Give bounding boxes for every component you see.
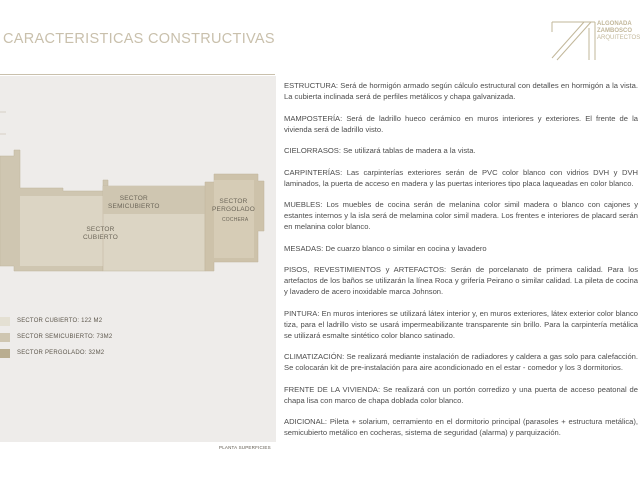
specifications-list [284,80,638,442]
spec-carpinterias: CARPINTERÍAS: Las carpinterías exteriores serán de PVC color blanco con vidrios DVH y DVH laminados, la puerta de acceso en madera y las puertas interiores tipo placa laqueadas en color blanco. [284,167,638,188]
spec-estructura: ESTRUCTURA: Será de hormigón armado según cálculo estructural con detalles en hormigón a la vista. La cubierta inclinada será de perfiles metálicos y chapa galvanizada. [284,81,638,101]
floor-plan-panel [0,76,276,450]
legend-label-semicubierto: SECTOR SEMICUBIERTO: 73M2 [17,334,113,340]
spec-frente: FRENTE DE LA VIVIENDA: Se realizará con un portón corredizo y una puerta de acceso peatonal de chapa lisa con marco de chapa doblada color blanco. [284,384,638,405]
spec-pisos: PISOS, REVESTIMIENTOS y ARTEFACTOS: Serán de porcelanato de primera calidad. Para los artefactos de los baños se utilizarán la línea Roca y grifería Peirano o similar calidad. La pileta de cocina y lavadero de acero inoxidable marca Johnson. [284,265,638,296]
plan-caption: PLANTA SUPERFICIES [219,445,271,450]
spec-muebles: MUEBLES: Los muebles de cocina serán de melanina color simil madera o blanco con cajones y estantes internos y la isla será de melamina color simil madera. Los frentes e interiores de placard serán en melanina color blanco. [284,200,638,231]
logo-line-1: ALGONADA [597,21,632,27]
legend-label-cubierto: SECTOR CUBIERTO: 122 M2 [17,318,103,324]
company-logo [551,20,640,62]
plan-label-cubierto: SECTOR CUBIERTO [83,226,118,241]
spec-pintura: PINTURA: En muros interiores se utilizará látex interior y, en muros exteriores, látex exterior color blanco tiza, para el ladrillo visto se usará impermeabilizante transparente sin brillo. Para la carpintería metálica se utilizará esmalte sintético color blanco satinado. [284,308,638,340]
spec-adicional: ADICIONAL: Pileta + solarium, cerramiento en el dormitorio principal (parasoles + estructura metálica), semicubierto metálico en cocheras, sistema de seguridad (alarma) y parquización. [284,417,638,437]
spec-mesadas: MESADAS: De cuarzo blanco o similar en cocina y lavadero [284,243,487,253]
page-title: CARACTERISTICAS CONSTRUCTIVAS [3,31,275,47]
plan-label-pergolado: SECTOR PERGOLADO [212,198,255,213]
plan-label-semicubierto: SECTOR SEMICUBIERTO [108,195,160,210]
legend-label-pergolado: SECTOR PERGOLADO: 32M2 [17,350,105,356]
header-divider [0,74,275,75]
spec-mamposteria: MAMPOSTERÍA: Será de ladrillo hueco cerámico en muros interiores y exteriores. El frente de la vivienda será de ladrillo visto. [284,113,638,134]
spec-cielorrasos: CIELORRASOS: Se utilizará tablas de madera a la vista. [284,146,476,155]
legend-swatch-semicubierto [0,333,10,342]
logo-mark-icon [551,20,597,62]
plan-label-cochera: COCHERA [222,217,249,223]
spec-climatizacion: CLIMATIZACIÓN: Se realizará mediante instalación de radiadores y caldera a gas solo para calefacción. Se colocarán kit de pre-instalación para aire acondicionado en el estar - comedor y los 3 dormitorios. [284,352,638,372]
floor-plan-drawing [0,76,276,442]
logo-line-3: ARQUITECTOS [597,35,640,41]
legend-swatch-cubierto [0,317,10,326]
logo-line-2: ZAMBOSCO [597,28,632,34]
legend-swatch-pergolado [0,349,10,358]
